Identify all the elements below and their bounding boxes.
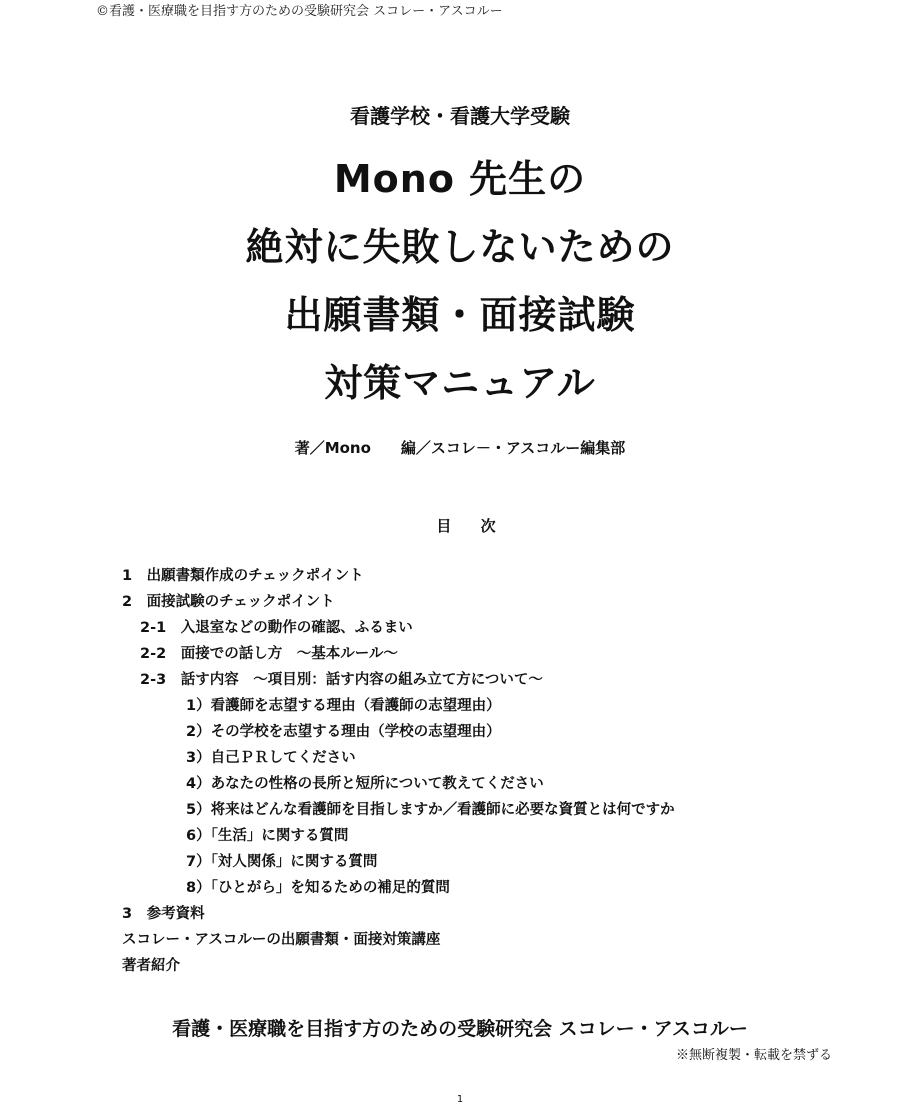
toc-item: 7）「対人関係」に関する質問	[186, 854, 378, 870]
cover-title-line-1: Mono 先生の	[333, 157, 587, 201]
toc-item: 8）「ひとがら」を知るための補足的質問	[186, 880, 450, 896]
cover-subtitle: 看護学校・看護大学受験	[350, 104, 570, 128]
organization-footer: 看護・医療職を目指す方のための受験研究会 スコレー・アスコルー	[172, 1018, 748, 1040]
page-number: 1	[456, 1094, 464, 1105]
toc-item: 2）その学校を志望する理由（学校の志望理由）	[186, 724, 501, 740]
cover-title-line-3: 出願書類・面接試験	[284, 293, 636, 337]
toc-item: 6）「生活」に関する質問	[186, 828, 349, 844]
toc-item: 2-3 話す内容 ～項目別：話す内容の組み立て方について～	[140, 672, 543, 688]
author: 著／Mono	[294, 439, 371, 457]
toc-item: 3）自己ＰＲしてください	[186, 750, 356, 766]
cover-title-line-2: 絶対に失敗しないための	[245, 225, 675, 269]
toc-item: 5）将来はどんな看護師を目指しますか／看護師に必要な資質とは何ですか	[186, 802, 675, 818]
toc-item: 2-1 入退室などの動作の確認、ふるまい	[140, 620, 413, 636]
toc-item: 2-2 面接での話し方 ～基本ルール～	[140, 646, 398, 662]
toc-item: 1）看護師を志望する理由（看護師の志望理由）	[186, 698, 501, 714]
toc-item: 4）あなたの性格の長所と短所について教えてください	[186, 776, 544, 792]
toc-item: 2 面接試験のチェックポイント	[122, 594, 335, 610]
toc-item: 1 出願書類作成のチェックポイント	[122, 568, 364, 584]
toc-item: 3 参考資料	[122, 906, 205, 922]
copyright-header: ©看護・医療職を目指す方のための受験研究会 スコレー・アスコルー	[96, 4, 503, 19]
toc-heading: 目 次	[436, 517, 508, 535]
toc-item: 著者紹介	[122, 958, 180, 974]
rights-notice: ※無断複製・転載を禁ずる	[675, 1048, 832, 1063]
cover-title-line-4: 対策マニュアル	[324, 361, 596, 405]
toc-item: スコレー・アスコルーの出願書類・面接対策講座	[122, 932, 441, 948]
editor: 編／スコレ－・アスコルー編集部	[400, 439, 626, 457]
author-line	[0, 437, 920, 458]
